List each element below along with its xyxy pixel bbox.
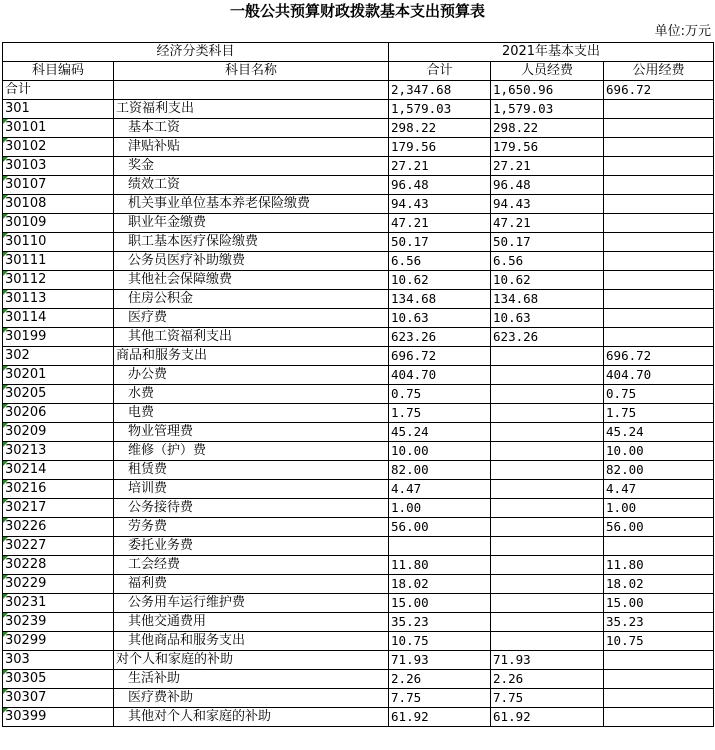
row-personnel: 10.62 [491, 271, 604, 290]
row-total: 15.00 [389, 594, 491, 613]
row-public: 45.24 [604, 423, 714, 442]
header-public: 公用经费 [604, 62, 714, 81]
row-name: 劳务费 [114, 518, 389, 537]
row-public [604, 309, 714, 328]
row-public: 1.00 [604, 499, 714, 518]
row-name: 电费 [114, 404, 389, 423]
table-row [3, 518, 714, 537]
row-code: 30201 [3, 366, 114, 385]
row-total: 179.56 [389, 138, 491, 157]
row-personnel: 96.48 [491, 176, 604, 195]
row-name [114, 81, 389, 100]
row-total: 404.70 [389, 366, 491, 385]
row-total: 10.00 [389, 442, 491, 461]
row-total: 10.75 [389, 632, 491, 651]
table-row [3, 309, 714, 328]
row-name: 职工基本医疗保险缴费 [114, 233, 389, 252]
header-name: 科目名称 [114, 62, 389, 81]
row-public: 15.00 [604, 594, 714, 613]
row-personnel: 50.17 [491, 233, 604, 252]
row-total: 298.22 [389, 119, 491, 138]
header-group-classification: 经济分类科目 [3, 43, 389, 62]
row-name: 培训费 [114, 480, 389, 499]
row-personnel [491, 366, 604, 385]
row-name: 奖金 [114, 157, 389, 176]
row-personnel: 47.21 [491, 214, 604, 233]
row-total: 0.75 [389, 385, 491, 404]
row-public: 1.75 [604, 404, 714, 423]
row-personnel: 94.43 [491, 195, 604, 214]
row-name: 基本工资 [114, 119, 389, 138]
table-row [3, 651, 714, 670]
row-public: 4.47 [604, 480, 714, 499]
table-row [3, 499, 714, 518]
unit-label: 单位:万元 [654, 24, 711, 39]
page-title: 一般公共预算财政拨款基本支出预算表 [229, 2, 485, 20]
row-total: 1.75 [389, 404, 491, 423]
row-name: 其他工资福利支出 [114, 328, 389, 347]
row-code: 30214 [3, 461, 114, 480]
row-code: 30307 [3, 689, 114, 708]
row-public: 56.00 [604, 518, 714, 537]
row-public [604, 100, 714, 119]
table-row [3, 689, 714, 708]
row-name: 租赁费 [114, 461, 389, 480]
row-code: 30107 [3, 176, 114, 195]
row-total: 134.68 [389, 290, 491, 309]
row-personnel [491, 499, 604, 518]
row-public: 82.00 [604, 461, 714, 480]
row-public [604, 195, 714, 214]
row-name: 水费 [114, 385, 389, 404]
row-code: 30217 [3, 499, 114, 518]
table-row [3, 575, 714, 594]
table-row [3, 290, 714, 309]
row-total [389, 537, 491, 556]
table-body [3, 81, 714, 727]
row-public: 696.72 [604, 81, 714, 100]
row-public [604, 252, 714, 271]
row-name: 其他商品和服务支出 [114, 632, 389, 651]
table-row [3, 119, 714, 138]
table-row [3, 461, 714, 480]
row-public [604, 328, 714, 347]
row-name: 维修（护）费 [114, 442, 389, 461]
row-public [604, 119, 714, 138]
table-row [3, 271, 714, 290]
row-code: 30103 [3, 157, 114, 176]
row-code: 303 [3, 651, 114, 670]
row-code: 合计 [3, 81, 114, 100]
row-public [604, 670, 714, 689]
row-personnel [491, 518, 604, 537]
row-name: 物业管理费 [114, 423, 389, 442]
row-name: 对个人和家庭的补助 [114, 651, 389, 670]
row-personnel: 7.75 [491, 689, 604, 708]
row-code: 30110 [3, 233, 114, 252]
row-name: 公务用车运行维护费 [114, 594, 389, 613]
row-total: 10.63 [389, 309, 491, 328]
table-row [3, 385, 714, 404]
table-row [3, 252, 714, 271]
row-total: 2.26 [389, 670, 491, 689]
row-name: 住房公积金 [114, 290, 389, 309]
row-public: 35.23 [604, 613, 714, 632]
table-row [3, 404, 714, 423]
row-total: 56.00 [389, 518, 491, 537]
row-code: 30299 [3, 632, 114, 651]
table-row [3, 537, 714, 556]
row-code: 30113 [3, 290, 114, 309]
table-row [3, 423, 714, 442]
row-personnel: 1,579.03 [491, 100, 604, 119]
row-public [604, 290, 714, 309]
header-total: 合计 [389, 62, 491, 81]
row-public [604, 271, 714, 290]
row-code: 301 [3, 100, 114, 119]
row-personnel: 2.26 [491, 670, 604, 689]
row-code: 30206 [3, 404, 114, 423]
row-personnel: 6.56 [491, 252, 604, 271]
row-name: 生活补助 [114, 670, 389, 689]
row-public: 0.75 [604, 385, 714, 404]
row-personnel [491, 613, 604, 632]
row-name: 工会经费 [114, 556, 389, 575]
table-row [3, 176, 714, 195]
row-code: 30102 [3, 138, 114, 157]
row-total: 2,347.68 [389, 81, 491, 100]
row-personnel [491, 632, 604, 651]
row-total: 71.93 [389, 651, 491, 670]
table-row [3, 480, 714, 499]
row-personnel: 298.22 [491, 119, 604, 138]
header-group-expenditure: 2021年基本支出 [389, 43, 714, 62]
table-row [3, 366, 714, 385]
row-code: 30228 [3, 556, 114, 575]
row-name: 公务接待费 [114, 499, 389, 518]
row-code: 30108 [3, 195, 114, 214]
budget-table [2, 42, 714, 727]
row-total: 94.43 [389, 195, 491, 214]
row-personnel: 179.56 [491, 138, 604, 157]
row-code: 30114 [3, 309, 114, 328]
table-row [3, 214, 714, 233]
row-total: 45.24 [389, 423, 491, 442]
table-row [3, 442, 714, 461]
row-personnel [491, 594, 604, 613]
table-row [3, 233, 714, 252]
row-personnel [491, 442, 604, 461]
row-personnel [491, 347, 604, 366]
row-code: 30227 [3, 537, 114, 556]
row-public: 404.70 [604, 366, 714, 385]
row-code: 30205 [3, 385, 114, 404]
row-code: 30216 [3, 480, 114, 499]
table-row [3, 138, 714, 157]
row-name: 委托业务费 [114, 537, 389, 556]
row-name: 机关事业单位基本养老保险缴费 [114, 195, 389, 214]
row-total: 696.72 [389, 347, 491, 366]
row-public [604, 689, 714, 708]
row-personnel: 10.63 [491, 309, 604, 328]
row-name: 其他交通费用 [114, 613, 389, 632]
row-total: 6.56 [389, 252, 491, 271]
table-row [3, 594, 714, 613]
row-name: 职业年金缴费 [114, 214, 389, 233]
row-personnel [491, 575, 604, 594]
row-name: 商品和服务支出 [114, 347, 389, 366]
row-personnel: 134.68 [491, 290, 604, 309]
row-name: 办公费 [114, 366, 389, 385]
row-personnel [491, 537, 604, 556]
row-name: 津贴补贴 [114, 138, 389, 157]
header-code: 科目编码 [3, 62, 114, 81]
row-total: 35.23 [389, 613, 491, 632]
row-code: 30305 [3, 670, 114, 689]
row-public [604, 176, 714, 195]
row-total: 1,579.03 [389, 100, 491, 119]
row-personnel: 1,650.96 [491, 81, 604, 100]
row-public [604, 233, 714, 252]
row-public: 696.72 [604, 347, 714, 366]
row-code: 30112 [3, 271, 114, 290]
row-name: 其他社会保障缴费 [114, 271, 389, 290]
table-row [3, 157, 714, 176]
table-row [3, 556, 714, 575]
row-name: 工资福利支出 [114, 100, 389, 119]
row-total: 50.17 [389, 233, 491, 252]
row-name: 福利费 [114, 575, 389, 594]
row-total: 623.26 [389, 328, 491, 347]
row-personnel: 27.21 [491, 157, 604, 176]
row-personnel: 61.92 [491, 708, 604, 727]
row-total: 61.92 [389, 708, 491, 727]
row-code: 30111 [3, 252, 114, 271]
row-name: 医疗费 [114, 309, 389, 328]
table-row [3, 328, 714, 347]
row-personnel [491, 461, 604, 480]
row-total: 10.62 [389, 271, 491, 290]
row-total: 1.00 [389, 499, 491, 518]
row-code: 30101 [3, 119, 114, 138]
header-personnel: 人员经费 [491, 62, 604, 81]
row-total: 11.80 [389, 556, 491, 575]
row-code: 30399 [3, 708, 114, 727]
table-row [3, 195, 714, 214]
row-code: 30239 [3, 613, 114, 632]
row-personnel [491, 385, 604, 404]
row-total: 4.47 [389, 480, 491, 499]
row-personnel [491, 423, 604, 442]
row-name: 绩效工资 [114, 176, 389, 195]
row-personnel [491, 480, 604, 499]
row-total: 18.02 [389, 575, 491, 594]
row-total: 7.75 [389, 689, 491, 708]
row-public: 18.02 [604, 575, 714, 594]
row-code: 30213 [3, 442, 114, 461]
row-name: 医疗费补助 [114, 689, 389, 708]
row-name: 其他对个人和家庭的补助 [114, 708, 389, 727]
row-code: 30109 [3, 214, 114, 233]
row-code: 30199 [3, 328, 114, 347]
row-public [604, 157, 714, 176]
row-personnel [491, 404, 604, 423]
row-total: 96.48 [389, 176, 491, 195]
row-public [604, 138, 714, 157]
row-public: 10.75 [604, 632, 714, 651]
table-row [3, 613, 714, 632]
row-public [604, 537, 714, 556]
row-code: 302 [3, 347, 114, 366]
table-row [3, 670, 714, 689]
row-code: 30209 [3, 423, 114, 442]
row-total: 82.00 [389, 461, 491, 480]
row-total: 27.21 [389, 157, 491, 176]
row-public: 10.00 [604, 442, 714, 461]
row-code: 30231 [3, 594, 114, 613]
row-total: 47.21 [389, 214, 491, 233]
row-personnel: 71.93 [491, 651, 604, 670]
row-public: 11.80 [604, 556, 714, 575]
row-name: 公务员医疗补助缴费 [114, 252, 389, 271]
table-row [3, 100, 714, 119]
row-public [604, 708, 714, 727]
table-row [3, 632, 714, 651]
row-public [604, 214, 714, 233]
table-row [3, 81, 714, 100]
table-row [3, 347, 714, 366]
table-row [3, 708, 714, 727]
row-personnel: 623.26 [491, 328, 604, 347]
row-public [604, 651, 714, 670]
row-personnel [491, 556, 604, 575]
row-code: 30226 [3, 518, 114, 537]
row-code: 30229 [3, 575, 114, 594]
